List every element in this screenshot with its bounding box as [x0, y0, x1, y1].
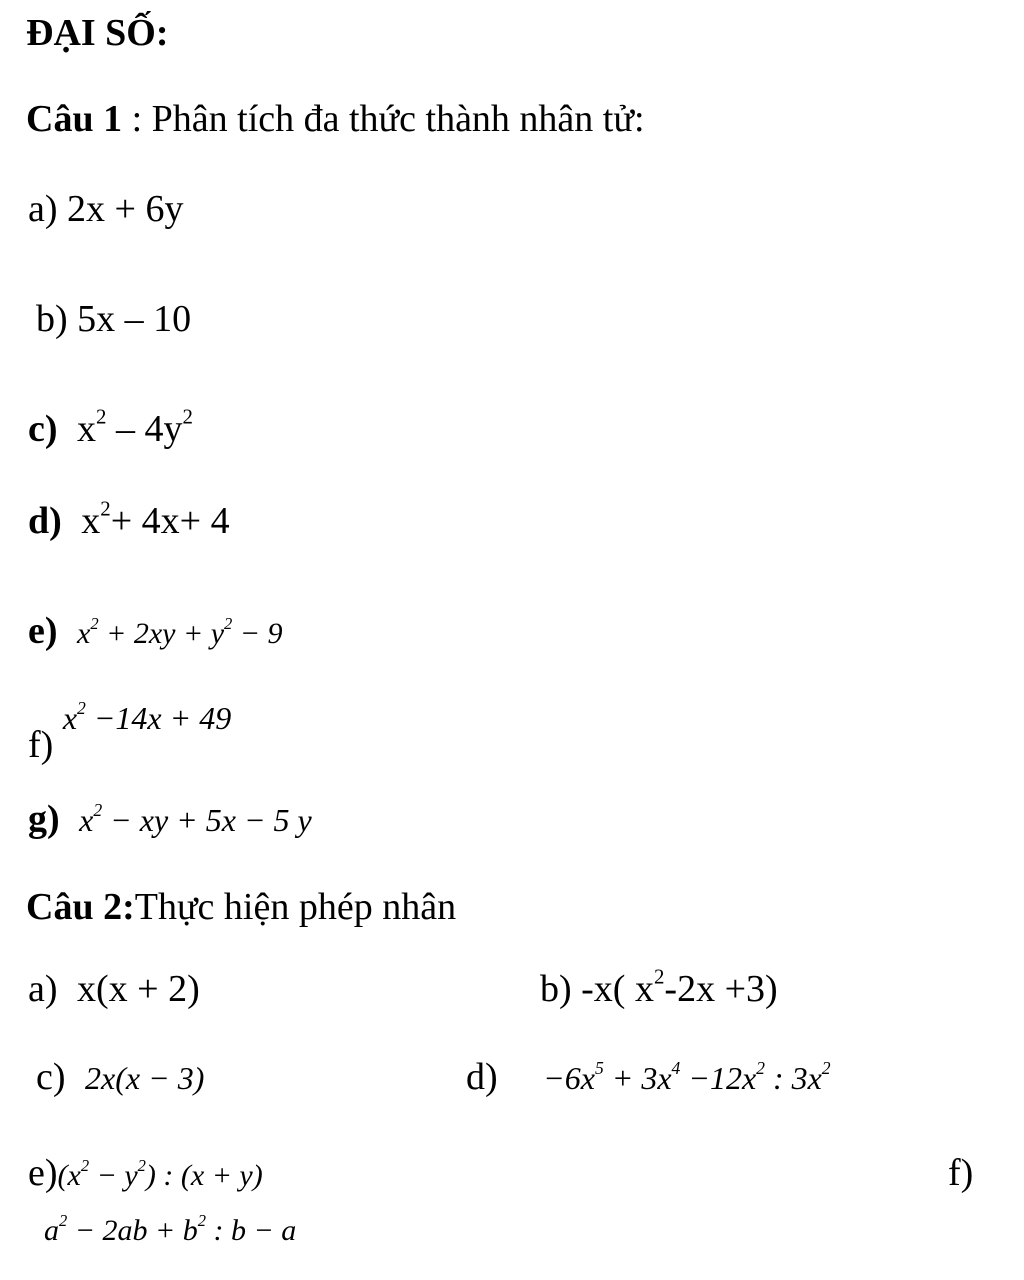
- q2-c-expr: 2x(x − 3): [85, 1060, 205, 1096]
- q1-g-label: g): [28, 798, 60, 840]
- q2-item-f-label-wrap: [948, 1154, 973, 1192]
- q2-item-f: [44, 1210, 297, 1247]
- q2-text: Thực hiện phép nhân: [134, 886, 457, 928]
- q1-text: Phân tích đa thức thành nhân tử:: [151, 98, 645, 140]
- q1-a-expr: 2x + 6y: [67, 188, 184, 230]
- q1-c-expr: $x^2 - 4y^2$: [77, 404, 193, 450]
- q1-item-a: [28, 190, 183, 228]
- q2-heading: [26, 888, 456, 926]
- q2-b-label: b): [540, 968, 572, 1010]
- q2-f-label: f): [948, 1152, 974, 1194]
- q1-item-c: [28, 404, 193, 450]
- q2-b-expr: -x( $x^2-2x +3$): [581, 964, 778, 1010]
- q2-item-b: [540, 964, 778, 1010]
- q1-title: Câu 1: [26, 98, 123, 140]
- q1-sep: :: [122, 98, 152, 140]
- q2-title: Câu 2:: [26, 886, 135, 928]
- q1-item-d: [28, 496, 230, 542]
- q1-f-expr: x2 −14x + 49: [62, 698, 232, 736]
- q1-c-label: c): [28, 408, 58, 450]
- q1-f-label: f): [28, 724, 54, 766]
- q2-item-d: [466, 1058, 831, 1096]
- q1-item-f: [28, 698, 232, 766]
- q1-heading: [26, 100, 645, 138]
- q2-item-c: [36, 1058, 204, 1096]
- section-title: ĐẠI SỐ:: [26, 12, 169, 54]
- q2-a-label: a): [28, 968, 58, 1010]
- q1-g-expr: $x^2$ − xy + 5x − 5 y: [79, 800, 312, 838]
- q2-a-expr: x(x + 2): [77, 968, 200, 1010]
- q1-item-e: [28, 612, 283, 650]
- q2-e-expr: $(x^2 - y^2)$ : (x + y): [57, 1155, 263, 1192]
- q1-d-label: d): [28, 500, 62, 542]
- q2-d-label: d): [466, 1056, 498, 1098]
- q2-d-expr: $-6x^5 + 3x^4 -12x^2$ : $3x^2$: [543, 1058, 831, 1096]
- q2-item-e: [28, 1154, 263, 1192]
- q2-c-label: c): [36, 1056, 66, 1098]
- q1-item-g: [28, 800, 312, 838]
- q1-b-label: b): [36, 298, 68, 340]
- q1-e-expr: $x^2 + 2xy + y^2 - 9$: [77, 613, 283, 650]
- q2-e-label: e): [28, 1152, 58, 1194]
- q2-item-a: [28, 970, 200, 1008]
- q1-a-label: a): [28, 188, 58, 230]
- q1-b-expr: 5x – 10: [77, 298, 192, 340]
- q1-item-b: [36, 300, 191, 338]
- q1-e-label: e): [28, 610, 58, 652]
- q2-f-expr: $a^2 - 2ab + b^2$ : b − a: [44, 1210, 297, 1247]
- q1-d-expr: $x^2+ 4x+ 4$: [81, 496, 230, 542]
